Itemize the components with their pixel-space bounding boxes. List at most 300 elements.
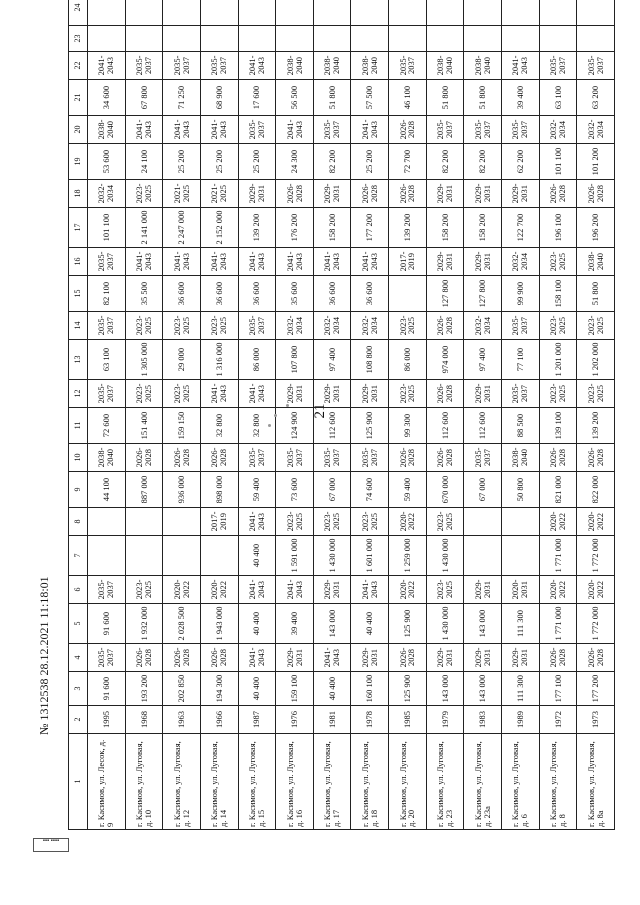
table-cell: 2023-2025 <box>200 312 238 340</box>
table-cell <box>125 536 163 576</box>
table-cell: 2035-2037 <box>238 444 276 472</box>
table-cell: 2041-2043 <box>200 116 238 144</box>
table-cell: 1983 <box>464 706 502 734</box>
scan-dot <box>286 404 289 407</box>
column-number-row <box>69 0 88 830</box>
column-number: 24 <box>69 0 88 26</box>
table-cell <box>426 26 464 52</box>
column-number: 21 <box>69 80 88 116</box>
table-cell: 2017-2019 <box>200 508 238 536</box>
table-cell: 2041-2043 <box>276 576 314 604</box>
table-cell <box>313 0 351 26</box>
table-cell: 127 800 <box>426 276 464 312</box>
table-cell: 2 028 500 <box>163 604 201 644</box>
table-cell: 40 400 <box>238 672 276 706</box>
table-cell: 2026-2028 <box>200 444 238 472</box>
table-cell <box>389 26 427 52</box>
table-cell: 2041-2043 <box>163 116 201 144</box>
table-cell: 2035-2037 <box>539 52 577 80</box>
column-number: 16 <box>69 248 88 276</box>
table-cell: 2035-2037 <box>313 444 351 472</box>
table-cell <box>238 26 276 52</box>
table-cell: 32 800 <box>238 408 276 444</box>
table-cell: 177 100 <box>539 672 577 706</box>
table-cell: 2017-2019 <box>389 248 427 276</box>
table-cell: 2041-2043 <box>502 52 540 80</box>
table-cell <box>502 26 540 52</box>
table-cell: 1 772 000 <box>577 536 615 576</box>
table-cell: 2026-2028 <box>389 444 427 472</box>
table-cell: 139 200 <box>577 408 615 444</box>
table-cell: 2 247 000 <box>163 208 201 248</box>
table-cell: 1987 <box>238 706 276 734</box>
table-cell: 25 200 <box>163 144 201 180</box>
table-cell: 50 800 <box>502 472 540 508</box>
table-cell: 2026-2028 <box>539 644 577 672</box>
table-cell: 2023-2025 <box>313 508 351 536</box>
table-cell: 127 800 <box>464 276 502 312</box>
table-cell <box>163 536 201 576</box>
table-cell: 2023-2025 <box>539 312 577 340</box>
table-cell: 143 000 <box>313 604 351 644</box>
table-cell: 82 200 <box>313 144 351 180</box>
table-cell: 2038-2040 <box>351 52 389 80</box>
table-cell: 63 100 <box>88 340 126 380</box>
column-number: 20 <box>69 116 88 144</box>
table-cell: 101 100 <box>539 144 577 180</box>
table-cell: 2023-2025 <box>125 312 163 340</box>
table-cell: 176 200 <box>276 208 314 248</box>
table-cell: 2032-2034 <box>351 312 389 340</box>
table-row <box>464 0 502 830</box>
address-cell: г. Касимов, ул. Луговая, д. 23а <box>464 734 502 830</box>
table-cell: 63 100 <box>539 80 577 116</box>
address-cell: г. Касимов, ул. Луговая, д. 15 <box>238 734 276 830</box>
table-cell: 2029-2031 <box>313 380 351 408</box>
table-cell: 91 600 <box>88 672 126 706</box>
table-cell: 2035-2037 <box>276 444 314 472</box>
column-number: 15 <box>69 276 88 312</box>
column-number: 2 <box>69 706 88 734</box>
table-cell: 139 200 <box>238 208 276 248</box>
page-number: 21 <box>312 403 328 419</box>
table-cell: 151 400 <box>125 408 163 444</box>
table-cell: 2035-2037 <box>389 52 427 80</box>
table-cell: 2020-2022 <box>539 508 577 536</box>
table-cell: 139 200 <box>389 208 427 248</box>
table-cell: 2041-2043 <box>125 248 163 276</box>
table-cell: 125 900 <box>351 408 389 444</box>
table-cell: 2035-2037 <box>464 116 502 144</box>
table-cell: 68 900 <box>200 80 238 116</box>
table-cell: 1 771 000 <box>539 536 577 576</box>
table-cell: 2029-2031 <box>464 576 502 604</box>
column-number: 22 <box>69 52 88 80</box>
table-cell <box>577 0 615 26</box>
table-cell: 1 259 000 <box>389 536 427 576</box>
table-cell: 2035-2037 <box>502 312 540 340</box>
table-cell <box>426 0 464 26</box>
table-cell: 2041-2043 <box>238 644 276 672</box>
table-cell <box>200 0 238 26</box>
table-cell: 159 100 <box>276 672 314 706</box>
table-cell: 1 430 000 <box>313 536 351 576</box>
table-cell: 2026-2028 <box>163 644 201 672</box>
column-number: 12 <box>69 380 88 408</box>
table-cell: 2026-2028 <box>577 180 615 208</box>
table-cell: 2041-2043 <box>238 52 276 80</box>
table-cell: 2023-2025 <box>276 508 314 536</box>
address-cell: г. Касимов, ул. Луговая, д. 6 <box>502 734 540 830</box>
table-cell: 2035-2037 <box>426 116 464 144</box>
register-table-container <box>68 3 615 830</box>
table-cell: 2038-2040 <box>88 444 126 472</box>
table-cell: 39 400 <box>276 604 314 644</box>
table-cell: 1 771 000 <box>539 604 577 644</box>
table-cell: 112 600 <box>464 408 502 444</box>
stamp-mark: ▪▪▪ ▪▪▪▪ <box>33 838 69 852</box>
table-cell: 2035-2037 <box>351 444 389 472</box>
table-cell: 111 300 <box>502 604 540 644</box>
table-cell: 1 201 000 <box>539 340 577 380</box>
table-cell: 2023-2025 <box>163 312 201 340</box>
document-id-timestamp: № 1312538 28.12.2021 11:18:01 <box>37 576 51 735</box>
table-cell: 139 100 <box>539 408 577 444</box>
table-cell: 974 000 <box>426 340 464 380</box>
table-cell <box>276 26 314 52</box>
table-cell <box>200 26 238 52</box>
table-cell: 57 500 <box>351 80 389 116</box>
table-row <box>276 0 314 830</box>
column-number: 19 <box>69 144 88 180</box>
table-cell: 40 400 <box>313 672 351 706</box>
table-cell: 2035-2037 <box>502 380 540 408</box>
table-cell: 71 250 <box>163 80 201 116</box>
table-cell: 1 316 000 <box>200 340 238 380</box>
table-cell: 2026-2028 <box>539 444 577 472</box>
table-cell: 2041-2043 <box>238 380 276 408</box>
register-table <box>68 0 615 830</box>
table-cell: 32 800 <box>200 408 238 444</box>
table-cell: 35 600 <box>276 276 314 312</box>
table-cell: 53 600 <box>88 144 126 180</box>
table-cell: 1 601 000 <box>351 536 389 576</box>
column-number: 6 <box>69 576 88 604</box>
table-cell <box>163 508 201 536</box>
table-cell: 2 141 000 <box>125 208 163 248</box>
table-cell: 2038-2040 <box>502 444 540 472</box>
column-number: 11 <box>69 408 88 444</box>
table-cell: 107 800 <box>276 340 314 380</box>
table-cell <box>200 536 238 576</box>
table-cell <box>389 276 427 312</box>
table-cell: 2038-2040 <box>276 52 314 80</box>
table-cell: 2032-2034 <box>464 312 502 340</box>
column-number: 7 <box>69 536 88 576</box>
table-cell: 2041-2043 <box>125 116 163 144</box>
table-cell: 2035-2037 <box>200 52 238 80</box>
table-cell: 25 200 <box>351 144 389 180</box>
table-cell: 2029-2031 <box>464 248 502 276</box>
table-cell: 88 500 <box>502 408 540 444</box>
table-cell: 177 200 <box>351 208 389 248</box>
table-cell: 2023-2025 <box>125 576 163 604</box>
table-cell: 1 430 000 <box>426 604 464 644</box>
table-row <box>88 0 126 830</box>
table-cell: 34 600 <box>88 80 126 116</box>
table-cell: 2020-2022 <box>163 576 201 604</box>
table-cell: 2035-2037 <box>88 312 126 340</box>
table-cell: 36 600 <box>351 276 389 312</box>
table-cell: 2029-2031 <box>276 380 314 408</box>
table-cell: 2029-2031 <box>464 644 502 672</box>
table-row <box>125 0 163 830</box>
table-cell: 2041-2043 <box>88 52 126 80</box>
table-cell <box>464 0 502 26</box>
table-cell: 101 200 <box>577 144 615 180</box>
table-cell: 2026-2028 <box>200 644 238 672</box>
table-cell: 62 200 <box>502 144 540 180</box>
table-cell: 2020-2022 <box>539 576 577 604</box>
table-cell: 2023-2025 <box>539 248 577 276</box>
table-cell: 1995 <box>88 706 126 734</box>
table-cell: 2020-2022 <box>577 576 615 604</box>
table-cell: 2032-2034 <box>88 180 126 208</box>
table-cell: 2023-2025 <box>577 312 615 340</box>
table-cell <box>313 26 351 52</box>
table-cell: 143 000 <box>464 604 502 644</box>
table-cell: 2035-2037 <box>88 576 126 604</box>
table-cell: 40 400 <box>238 604 276 644</box>
scan-dot <box>268 424 271 427</box>
table-cell: 2023-2025 <box>351 508 389 536</box>
table-cell <box>88 508 126 536</box>
table-cell: 122 700 <box>502 208 540 248</box>
table-cell: 2035-2037 <box>163 52 201 80</box>
table-cell <box>88 26 126 52</box>
table-cell <box>539 26 577 52</box>
table-cell: 2023-2025 <box>125 180 163 208</box>
table-cell: 2020-2022 <box>389 508 427 536</box>
table-cell: 2032-2034 <box>577 116 615 144</box>
table-cell: 2029-2031 <box>276 644 314 672</box>
table-cell: 1968 <box>125 706 163 734</box>
table-cell: 1 305 000 <box>125 340 163 380</box>
table-cell <box>464 508 502 536</box>
table-cell: 2041-2043 <box>313 644 351 672</box>
table-cell: 202 850 <box>163 672 201 706</box>
table-cell: 2041-2043 <box>351 116 389 144</box>
table-cell: 887 000 <box>125 472 163 508</box>
table-cell: 67 000 <box>464 472 502 508</box>
table-cell: 36 600 <box>238 276 276 312</box>
table-cell: 196 200 <box>577 208 615 248</box>
table-cell: 29 000 <box>163 340 201 380</box>
table-cell: 1972 <box>539 706 577 734</box>
column-number: 13 <box>69 340 88 380</box>
table-cell: 2038-2040 <box>426 52 464 80</box>
table-cell: 91 600 <box>88 604 126 644</box>
table-cell: 67 800 <box>125 80 163 116</box>
table-cell: 2023-2025 <box>389 312 427 340</box>
table-cell: 821 000 <box>539 472 577 508</box>
address-cell: г. Касимов, ул. Луговая, д. 17 <box>313 734 351 830</box>
table-cell: 101 100 <box>88 208 126 248</box>
table-cell: 73 600 <box>276 472 314 508</box>
table-cell: 160 100 <box>351 672 389 706</box>
table-row <box>163 0 201 830</box>
table-cell: 2041-2043 <box>276 248 314 276</box>
table-row <box>238 0 276 830</box>
table-cell: 2023-2025 <box>426 508 464 536</box>
table-cell <box>464 26 502 52</box>
table-cell: 2032-2034 <box>502 248 540 276</box>
table-cell: 2026-2028 <box>163 444 201 472</box>
column-number: 9 <box>69 472 88 508</box>
table-cell: 2023-2025 <box>577 380 615 408</box>
table-cell: 898 000 <box>200 472 238 508</box>
table-cell: 2038-2040 <box>313 52 351 80</box>
table-cell: 177 200 <box>577 672 615 706</box>
table-cell: 1 202 000 <box>577 340 615 380</box>
table-cell: 1978 <box>351 706 389 734</box>
column-number: 17 <box>69 208 88 248</box>
table-row <box>426 0 464 830</box>
table-cell: 112 600 <box>426 408 464 444</box>
table-cell: 24 300 <box>276 144 314 180</box>
table-cell <box>125 26 163 52</box>
column-number: 23 <box>69 26 88 52</box>
address-cell: г. Касимов, ул. Луговая, д. 10 <box>125 734 163 830</box>
table-cell: 97 400 <box>464 340 502 380</box>
column-number: 5 <box>69 604 88 644</box>
table-cell: 86 000 <box>238 340 276 380</box>
table-cell: 125 900 <box>389 672 427 706</box>
table-cell: 2026-2028 <box>577 444 615 472</box>
table-cell: 1973 <box>577 706 615 734</box>
table-cell: 82 200 <box>426 144 464 180</box>
table-cell: 2029-2031 <box>502 644 540 672</box>
table-cell <box>502 536 540 576</box>
table-cell <box>163 26 201 52</box>
table-cell: 2026-2028 <box>351 180 389 208</box>
table-cell <box>125 0 163 26</box>
table-cell: 99 300 <box>389 408 427 444</box>
table-cell: 59 400 <box>238 472 276 508</box>
address-cell: г. Касимов, ул. Луговая, д. 16 <box>276 734 314 830</box>
table-cell <box>502 0 540 26</box>
table-cell <box>125 508 163 536</box>
table-cell: 36 600 <box>200 276 238 312</box>
table-cell: 51 800 <box>577 276 615 312</box>
table-cell: 2035-2037 <box>238 116 276 144</box>
table-cell: 36 600 <box>163 276 201 312</box>
table-cell: 1 943 000 <box>200 604 238 644</box>
table-cell <box>577 26 615 52</box>
table-cell: 2029-2031 <box>426 644 464 672</box>
table-cell <box>389 0 427 26</box>
table-cell: 2041-2043 <box>238 508 276 536</box>
table-cell: 2038-2040 <box>464 52 502 80</box>
table-cell: 936 000 <box>163 472 201 508</box>
address-cell: г. Касимов, ул. Луговая, д. 8 <box>539 734 577 830</box>
table-cell: 2032-2034 <box>313 312 351 340</box>
table-cell: 59 400 <box>389 472 427 508</box>
table-cell: 1981 <box>313 706 351 734</box>
table-cell: 2029-2031 <box>464 180 502 208</box>
table-cell: 2029-2031 <box>313 576 351 604</box>
table-cell: 2029-2031 <box>426 248 464 276</box>
table-cell: 82 100 <box>88 276 126 312</box>
table-cell: 2035-2037 <box>313 116 351 144</box>
table-row <box>539 0 577 830</box>
table-cell <box>88 536 126 576</box>
table-cell <box>502 508 540 536</box>
table-cell: 2035-2037 <box>125 52 163 80</box>
table-cell: 124 900 <box>276 408 314 444</box>
table-cell: 2035-2037 <box>88 248 126 276</box>
table-cell: 56 500 <box>276 80 314 116</box>
table-cell: 196 100 <box>539 208 577 248</box>
table-cell: 2 152 000 <box>200 208 238 248</box>
table-cell: 2023-2025 <box>163 380 201 408</box>
table-cell: 51 800 <box>313 80 351 116</box>
column-number: 14 <box>69 312 88 340</box>
table-cell: 1 932 000 <box>125 604 163 644</box>
table-cell: 1989 <box>502 706 540 734</box>
table-cell: 2020-2022 <box>200 576 238 604</box>
table-cell: 72 700 <box>389 144 427 180</box>
table-cell: 2026-2028 <box>426 444 464 472</box>
table-cell: 2038-2040 <box>577 248 615 276</box>
table-cell: 97 400 <box>313 340 351 380</box>
table-cell: 143 000 <box>426 672 464 706</box>
table-cell: 86 000 <box>389 340 427 380</box>
table-cell: 2026-2028 <box>389 116 427 144</box>
table-cell: 2021-2025 <box>163 180 201 208</box>
table-cell: 2041-2043 <box>351 248 389 276</box>
table-cell: 2035-2037 <box>464 444 502 472</box>
table-cell: 2035-2037 <box>88 644 126 672</box>
table-cell: 2021-2025 <box>200 180 238 208</box>
table-cell: 25 200 <box>200 144 238 180</box>
table-cell: 2026-2028 <box>389 180 427 208</box>
table-cell: 112 600 <box>313 408 351 444</box>
table-cell: 2029-2031 <box>351 644 389 672</box>
table-cell: 2035-2037 <box>577 52 615 80</box>
table-cell <box>351 0 389 26</box>
table-cell: 1 772 000 <box>577 604 615 644</box>
table-cell: 44 100 <box>88 472 126 508</box>
table-cell: 63 200 <box>577 80 615 116</box>
table-cell: 194 300 <box>200 672 238 706</box>
table-cell: 2041-2043 <box>238 576 276 604</box>
table-cell: 2020-2022 <box>389 576 427 604</box>
table-cell: 72 600 <box>88 408 126 444</box>
column-number: 1 <box>69 734 88 830</box>
table-cell <box>539 0 577 26</box>
table-cell: 51 800 <box>464 80 502 116</box>
table-cell <box>351 26 389 52</box>
table-cell <box>238 0 276 26</box>
table-cell: 2026-2028 <box>539 180 577 208</box>
table-cell: 2041-2043 <box>351 576 389 604</box>
table-cell: 1979 <box>426 706 464 734</box>
table-cell: 2029-2031 <box>351 380 389 408</box>
table-row <box>577 0 615 830</box>
table-cell: 2032-2034 <box>276 312 314 340</box>
table-cell: 2035-2037 <box>502 116 540 144</box>
